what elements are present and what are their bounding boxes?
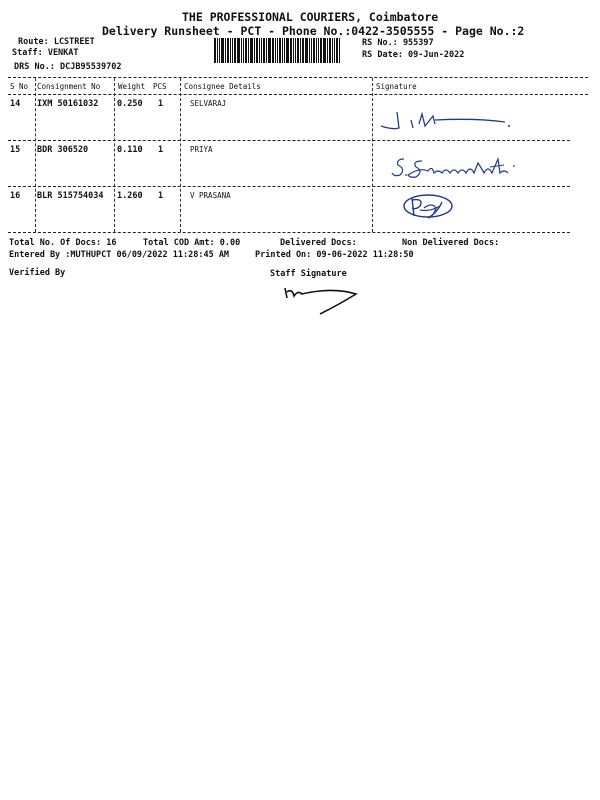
route-label: Route: LCSTREET [18,37,95,47]
row-consignee: SELVARAJ [190,99,227,108]
signature-drawing-row15 [390,153,530,185]
document-title: THE PROFESSIONAL COURIERS, Coimbatore [182,10,439,24]
row-weight: 0.110 [117,145,143,155]
row-weight: 0.250 [117,99,143,109]
row-consignment: BDR 306520 [37,145,89,155]
row-consignee: PRIYA [190,145,213,154]
delivered-docs: Delivered Docs: [280,238,357,248]
column-separator [372,78,373,232]
non-delivered-docs: Non Delivered Docs: [402,238,500,248]
total-cod-amount: Total COD Amt: 0.00 [143,238,241,248]
rs-number: RS No.: 955397 [362,38,434,48]
column-separator [114,78,115,232]
total-docs: Total No. Of Docs: 16 [9,238,117,248]
signature-drawing-row14 [375,104,525,134]
row-consignee: V PRASANA [190,191,231,200]
row-sno: 16 [10,191,21,201]
row-weight: 1.260 [117,191,143,201]
row-divider [8,140,570,141]
entered-by: Entered By :MUTHUPCT 06/09/2022 11:28:45 AM [9,250,230,260]
staff-signature-label: Staff Signature [270,269,347,279]
row-pcs: 1 [158,145,164,155]
column-header-pcs: PCS [153,82,167,91]
row-sno: 15 [10,145,21,155]
table-header-divider [8,94,588,95]
row-sno: 14 [10,99,21,109]
column-header-consignment: Consignment No [37,82,101,91]
row-consignment: IXM 50161032 [37,99,99,109]
signature-drawing-row16 [398,190,468,222]
drs-number: DRS No.: DCJB95539702 [14,62,122,72]
column-separator [35,78,36,232]
row-pcs: 1 [158,99,164,109]
rs-date: RS Date: 09-Jun-2022 [362,50,465,60]
column-header-signature: Signature [376,82,417,91]
column-header-sno: S No [10,82,29,91]
printed-on: Printed On: 09-06-2022 11:28:50 [255,250,414,260]
row-consignment: BLR 515754034 [37,191,104,201]
column-separator [180,78,181,232]
staff-signature-drawing [280,282,365,316]
table-top-divider [8,77,588,78]
column-header-weight: Weight [118,82,146,91]
staff-label: Staff: VENKAT [12,48,79,58]
column-header-consignee: Consignee Details [184,82,261,91]
row-pcs: 1 [158,191,164,201]
verified-by-label: Verified By [9,268,66,278]
table-bottom-divider [8,232,570,233]
row-divider [8,186,570,187]
barcode-image [214,38,359,63]
document-subtitle: Delivery Runsheet - PCT - Phone No.:0422-3505555 - Page No.:2 [102,24,525,38]
